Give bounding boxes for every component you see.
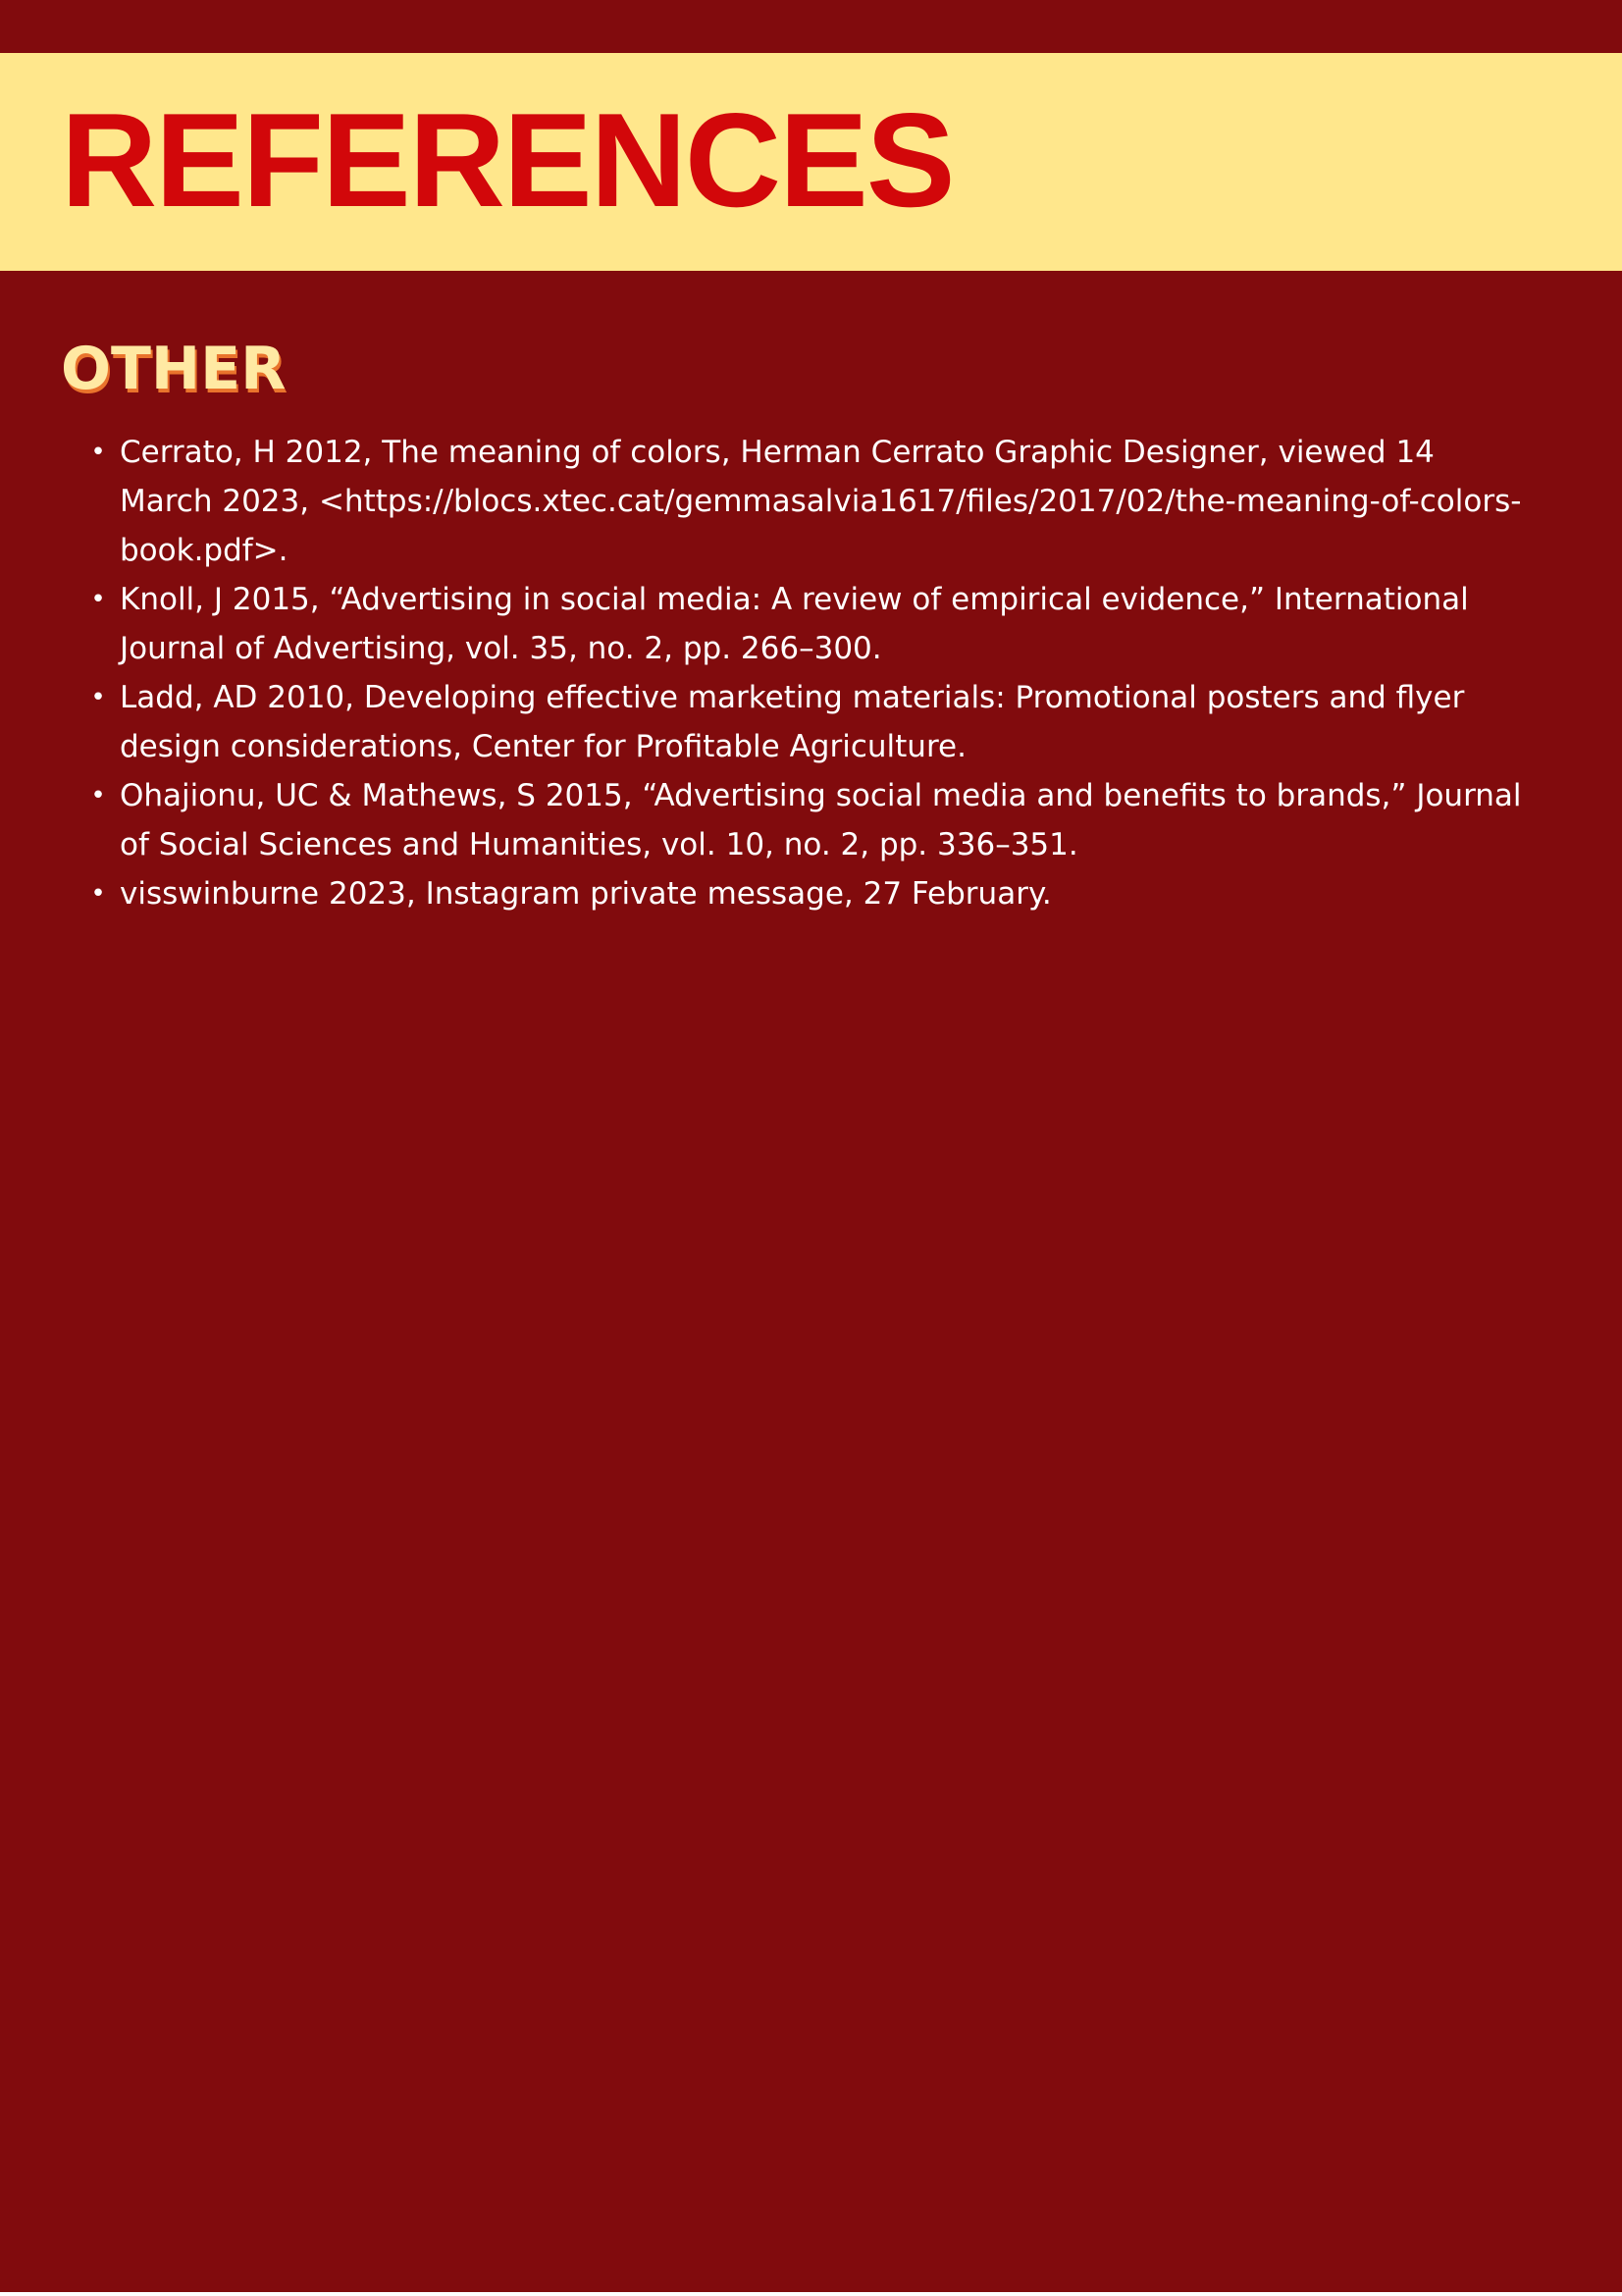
bullet-icon: • <box>90 879 106 909</box>
bullet-icon: • <box>90 438 106 467</box>
section-heading: OTHER <box>61 335 287 403</box>
bullet-icon: • <box>90 585 106 614</box>
reference-item <box>90 428 1533 575</box>
bullet-icon: • <box>90 683 106 712</box>
reference-text: Cerrato, H 2012, The meaning of colors, Herman Cerrato Graphic Designer, viewed 14 March 2023, <https://blocs.xtec.cat/gemmasalvia1617/files/2017/02/the-meaning-of-colors-book.pdf>. <box>120 435 1522 568</box>
reference-text: Ladd, AD 2010, Developing effective marketing materials: Promotional posters and flyer design considerations, Center for Profitable Agriculture. <box>120 680 1465 764</box>
reference-item <box>90 673 1533 771</box>
reference-item <box>90 575 1533 673</box>
reference-list <box>90 428 1533 918</box>
bullet-icon: • <box>90 781 106 810</box>
reference-text: visswinburne 2023, Instagram private message, 27 February. <box>120 876 1052 912</box>
reference-item <box>90 869 1533 918</box>
page-title: REFERENCES <box>61 85 954 235</box>
reference-text: Knoll, J 2015, “Advertising in social media: A review of empirical evidence,” International Journal of Advertising, vol. 35, no. 2, pp. 266–300. <box>120 582 1469 666</box>
reference-item <box>90 771 1533 869</box>
reference-text: Ohajionu, UC & Mathews, S 2015, “Advertising social media and benefits to brands,” Journal of Social Sciences and Humanities, vol. 10, no. 2, pp. 336–351. <box>120 778 1522 862</box>
